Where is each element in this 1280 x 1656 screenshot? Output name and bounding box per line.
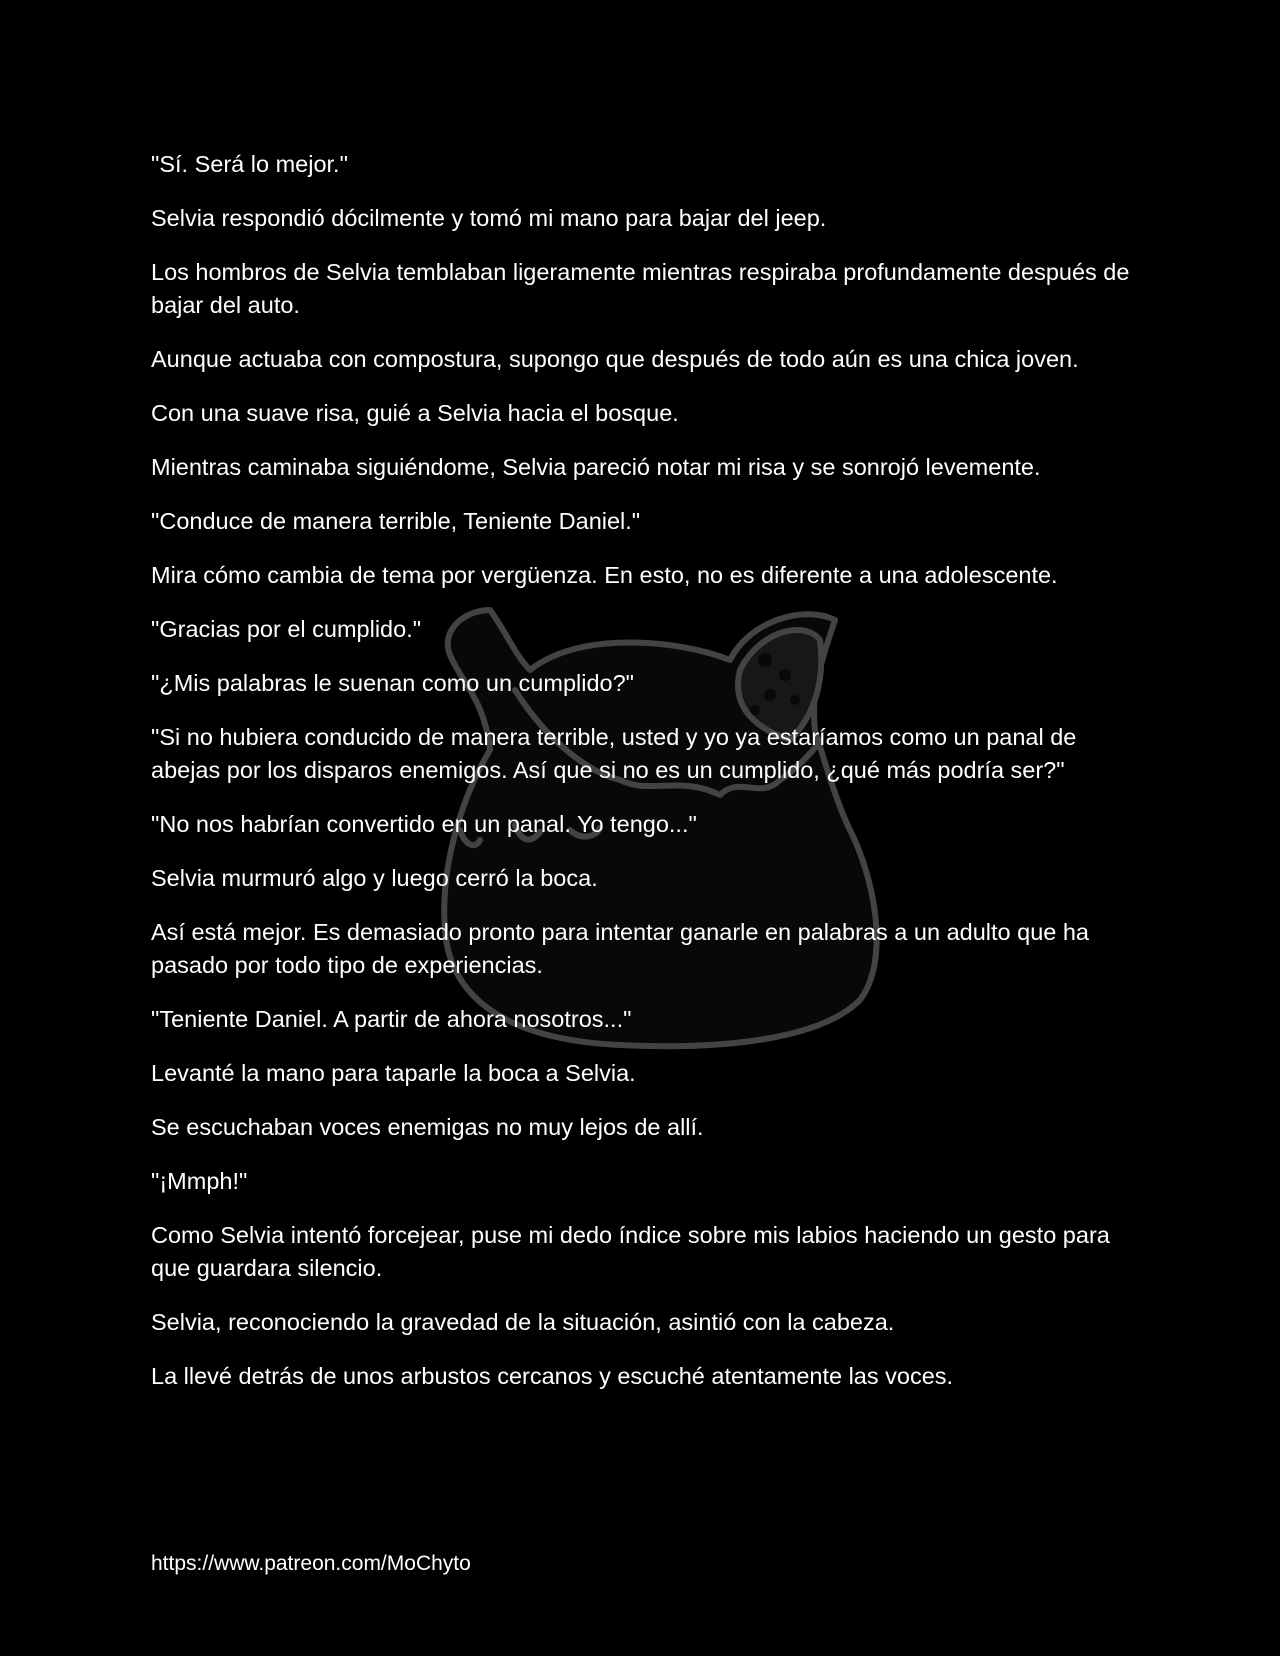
paragraph: "Teniente Daniel. A partir de ahora nosotros..." — [151, 1006, 632, 1032]
paragraph: "Gracias por el cumplido." — [151, 616, 422, 642]
paragraph: "¿Mis palabras le suenan como un cumplido?" — [151, 670, 635, 696]
story-text-body — [151, 148, 1131, 1414]
paragraph: Levanté la mano para taparle la boca a Selvia. — [151, 1060, 636, 1086]
paragraph: Selvia murmuró algo y luego cerró la boca. — [151, 865, 598, 891]
paragraph: "No nos habrían convertido en un panal. Yo tengo..." — [151, 811, 697, 837]
paragraph: Se escuchaban voces enemigas no muy lejos de allí. — [151, 1114, 704, 1140]
paragraph: Mientras caminaba siguiéndome, Selvia pareció notar mi risa y se sonrojó levemente. — [151, 454, 1041, 480]
paragraph: "Sí. Será lo mejor." — [151, 151, 348, 177]
paragraph: Como Selvia intentó forcejear, puse mi dedo índice sobre mis labios haciendo un gesto para que guardara silencio. — [151, 1222, 1110, 1281]
paragraph: Así está mejor. Es demasiado pronto para intentar ganarle en palabras a un adulto que ha pasado por todo tipo de experiencias. — [151, 919, 1090, 978]
paragraph: "Conduce de manera terrible, Teniente Daniel." — [151, 508, 641, 534]
paragraph: Aunque actuaba con compostura, supongo que después de todo aún es una chica joven. — [151, 346, 1079, 372]
paragraph: Los hombros de Selvia temblaban ligeramente mientras respiraba profundamente después de bajar del auto. — [151, 259, 1130, 318]
paragraph: Mira cómo cambia de tema por vergüenza. En esto, no es diferente a una adolescente. — [151, 562, 1058, 588]
paragraph: Selvia respondió dócilmente y tomó mi mano para bajar del jeep. — [151, 205, 827, 231]
paragraph: Con una suave risa, guié a Selvia hacia el bosque. — [151, 400, 679, 426]
paragraph: Selvia, reconociendo la gravedad de la situación, asintió con la cabeza. — [151, 1309, 895, 1335]
paragraph: "Si no hubiera conducido de manera terrible, usted y yo ya estaríamos como un panal de abejas por los disparos enemigos. Así que si no es un cumplido, ¿qué más podría ser?" — [151, 724, 1077, 783]
paragraph: La llevé detrás de unos arbustos cercanos y escuché atentamente las voces. — [151, 1363, 954, 1389]
paragraph: "¡Mmph!" — [151, 1168, 248, 1194]
patreon-link[interactable]: https://www.patreon.com/MoChyto — [151, 1552, 471, 1575]
